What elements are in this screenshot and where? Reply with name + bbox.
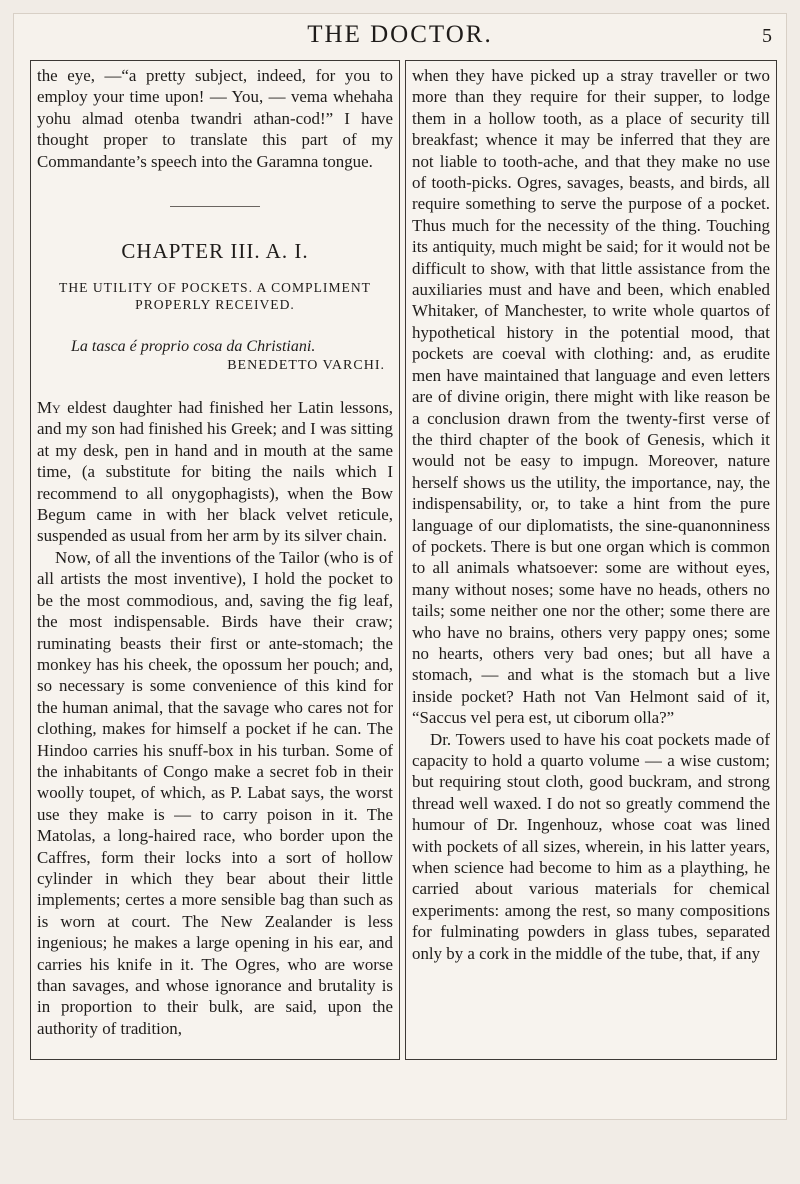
left-column xyxy=(30,60,400,1060)
epigraph-attribution: BENEDETTO VARCHI. xyxy=(227,358,385,374)
page-number: 5 xyxy=(762,25,772,47)
continued-paragraph: when they have picked up a stray traveller or two more than they require for their supper, to lodge them in a hollow tooth, as a place of security till breakfast; whence it may be inferred that they are not liable to tooth-ache, and that they make no use of tooth-picks. Ogres, savages, beasts, and birds, all require something to serve the purpose of a pocket. Thus much for the necessity of the thing. Touching its antiquity, much might be said; for it would not be difficult to show, with that little assistance from the auxiliaries must and have and been, which enabled Whitaker, of Manchester, to write whole quartos of hypothetical history in the potential mood, that pockets are coeval with clothing: and, as erudite men have maintained that language and even letters are of divine origin, there might with like reason be a conclusion drawn from the twenty-first verse of the third chapter of the book of Genesis, which it would not be easy to impugn. Moreover, nature herself shows us the utility, the importance, nay, the indispensability, or, to take a hint from the pure language of our diplomatists, the sine-quanonniness of pockets. There is but one organ which is common to all animals whatsoever: some are without eyes, many without noses; some have no heads, others no tails; some neither one nor the other; some there are who have no brains, others very pappy ones; some no hearts, others very bad ones; but all have a stomach, — and what is the stomach but a live inside pocket? Hath not Van Helmont said of it, “Saccus vel pera est, ut ciborum olla?” xyxy=(412,66,770,728)
chapter-paragraph-3: Dr. Towers used to have his coat pockets made of capacity to hold a quarto volume — a wise custom; but requiring stout cloth, good buckram, and strong thread well waxed. I do not so greatly commend the humour of Dr. Ingenhouz, whose coat was lined with pockets of all sizes, wherein, in his latter years, when science had become to him as a plaything, he carried about various materials for chemical experiments: among the rest, so many compositions for fulminating powders in glass tubes, separated only by a cork in the middle of the tube, that, if any xyxy=(412,729,770,963)
book-page xyxy=(14,14,786,1119)
running-head: THE DOCTOR. xyxy=(307,21,493,48)
opening-paragraph: the eye, —“a pretty subject, indeed, for you to employ your time upon! — You, — vema whehaha yohu almad otenba twandri athan-cod!” I have thought proper to translate this part of my Commandante’s speech into the Garamna tongue. xyxy=(37,66,393,171)
chapter-title: CHAPTER III. A. I. xyxy=(121,239,309,264)
chapter-paragraph-1 xyxy=(37,397,393,547)
chapter-paragraph-1-text: eldest daughter had finished her Latin lessons, and my son had finished his Greek; and I was sitting at my desk, pen in hand and in mouth at the same time, (a substitute for biting the nails which I recommend to all onygophagists), when the Bow Begum came in with her black velvet reticule, suspended as usual from her arm by its silver chain. xyxy=(37,398,393,546)
epigraph: La tasca é proprio cosa da Christiani. xyxy=(71,338,316,356)
lead-word: My xyxy=(37,398,61,418)
chapter-paragraph-2: Now, of all the inventions of the Tailor (who is of all artists the most inventive), I hold the pocket to be the most commodious, and, saving the fig leaf, the most indispensable. Birds have their craw; ruminating beasts their first or ante-stomach; the monkey has his cheek, the opossum her pouch; and, so necessary is some convenience of this kind for the human animal, that the savage who cares not for clothing, makes for himself a pocket if he can. The Hindoo carries his snuff-box in his turban. Some of the inhabitants of Congo make a secret fob in their woolly toupet, of which, as P. Labat says, the worst use they make is — to carry poison in it. The Matolas, a long-haired race, who border upon the Caffres, form their locks into a sort of hollow cylinder in which they bear about their little implements; certes a more sensible bag than such as is worn at court. The New Zealander is less ingenious; he makes a large opening in his ear, and carries his knife in it. The Ogres, who are worse than savages, and whose ignorance and brutality is in proportion to their bulk, are said, upon the authority of tradition, xyxy=(37,547,393,1038)
section-divider xyxy=(170,206,260,207)
page-header xyxy=(14,14,786,58)
chapter-subtitle: THE UTILITY OF POCKETS. A COMPLIMENT PROPERLY RECEIVED. xyxy=(59,280,371,313)
right-column xyxy=(405,60,777,1060)
